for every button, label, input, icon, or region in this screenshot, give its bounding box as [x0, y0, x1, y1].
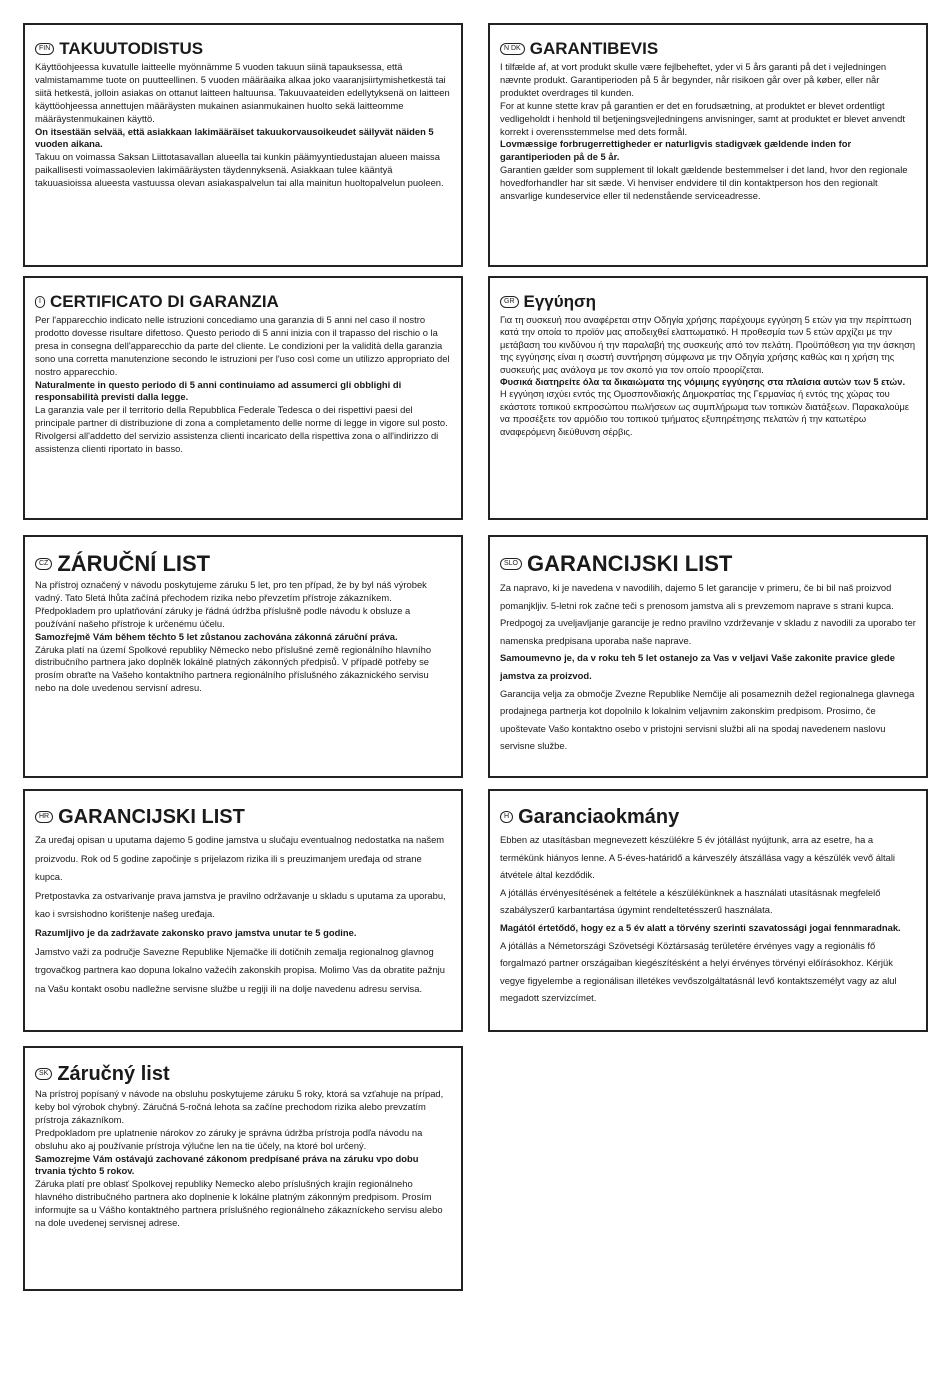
warranty-card-hr [23, 789, 463, 1032]
card-paragraph-bold: Razumljivo je da zadržavate zakonsko pravo jamstva unutar te 5 godine. [35, 926, 357, 938]
card-header [35, 805, 451, 829]
card-paragraph: Takuu on voimassa Saksan Liittotasavallan alueella tai kunkin päämyyntiedustajan alueen maissa paikallisesti voimassaolevien lakimääräysten täydennyksenä. Asiakkaan tulee kääntyä takuuasioissa alueesta vastuussa olevan asiakaspalvelun tai alla mainitun huoltopalvelun puoleen. [35, 151, 444, 189]
card-header [500, 292, 916, 312]
warranty-card-cz [23, 535, 463, 778]
card-header [35, 551, 451, 577]
card-paragraph: Na přístroj označený v návodu poskytujeme záruku 5 let, pro ten případ, že by byl náš výrobek vadný. Tato 5letá lhůta začíná přechodem rizika nebo převzetím přístroje zákazníkem. [35, 579, 427, 603]
language-badge: CZ [35, 558, 52, 570]
card-body [35, 831, 451, 998]
language-badge: GR [500, 296, 519, 308]
warranty-card-fi [23, 23, 463, 267]
card-title: Záručný list [57, 1063, 170, 1085]
card-header [500, 39, 916, 59]
card-title: TAKUUTODISTUS [59, 39, 204, 58]
card-paragraph: Za uređaj opisan u uputama dajemo 5 godine jamstva u slučaju eventualnog nedostatka na našem proizvodu. Rok od 5 godine započinje s prijelazom rizika ili s preuzimanjem uređaja od strane kupca. [35, 834, 445, 883]
card-header [35, 39, 451, 59]
language-badge: SK [35, 1068, 52, 1080]
card-paragraph: Garantien gælder som supplement til lokalt gældende bestemmelser i det land, hvor den regionale hovedforhandler har sit sæde. Vi henviser endvidere til din kontaktperson hos den regionalt ansvarlige kundeservice eller til nedenstående serviceadresse. [500, 164, 908, 202]
card-paragraph: For at kunne stette krav på garantien er det en forudsætning, at produktet er blevet ordentligt vedligeholdt i henhold til betjeningsvejledningens anvisninger, samt at produktet er blevet anvendt korrekt i overensstemmelse med dets formål. [500, 99, 905, 137]
language-badge: I [35, 296, 45, 308]
card-header [35, 292, 451, 312]
card-title: Garanciaokmány [518, 806, 680, 828]
warranty-card-no-dk [488, 23, 928, 267]
warranty-card-gr [488, 276, 928, 520]
card-paragraph-bold: Samozrejme Vám ostávajú zachované zákonom predpísané práva na záruku vpo dobu trvania týchto 5 rokov. [35, 1152, 419, 1177]
card-body [500, 579, 916, 755]
card-body [500, 314, 916, 438]
card-title: Εγγύηση [523, 292, 597, 311]
card-header [500, 805, 916, 829]
warranty-card-hu [488, 789, 928, 1032]
warranty-card-sk [23, 1046, 463, 1291]
language-badge: SLO [500, 558, 522, 570]
card-paragraph: La garanzia vale per il territorio della Repubblica Federale Tedesca o dei rispettivi paesi del principale partner di distribuzione di zona a completamento delle norme di legge in vigore sul posto. Rivolgersi all'addetto del servizio assistenza clienti incaricato della rispettiva zona o all'indirizzo di assistenza clienti riportato in basso. [35, 404, 448, 455]
card-paragraph: Per l'apparecchio indicato nelle istruzioni concediamo una garanzia di 5 anni nel caso il nostro prodotto dovesse risultare difettoso. Questo periodo di 5 anni inizia con il trapasso del rischio o la presa in consegna dell'apparecchio da parte del cliente. Le condizioni per la validità della garanzia sono una corretta manutenzione secondo le istruzioni per l'uso così come un utilizzo appropriato del nostro apparecchio. [35, 314, 450, 377]
card-paragraph: Käyttöohjeessa kuvatulle laitteelle myönnämme 5 vuoden takuun siinä tapauksessa, että valmistamamme tuote on puutteellinen. 5 vuoden määräaika alkaa joko vaaranjsiirtymishetkestä tai siitä hetkestä, jolloin asiakas on ottanut laitteen haltuunsa. Takuuvaateiden edellytyksenä on laitteen käyttöohjeessa annettujen määräysten mukainen asianmukainen huolto sekä laitteomme määräystenmukainen käyttö. [35, 61, 450, 124]
card-title: CERTIFICATO DI GARANZIA [49, 292, 279, 311]
card-title: GARANCIJSKI LIST [527, 551, 733, 576]
card-paragraph-bold: Samoumevno je, da v roku teh 5 let ostanejo za Vas v veljavi Vaše zakonite pravice glede jamstva za proizvod. [500, 652, 895, 681]
card-header [500, 551, 916, 577]
card-title: GARANTIBEVIS [529, 39, 659, 58]
warranty-card-it [23, 276, 463, 520]
card-paragraph: I tilfælde af, at vort produkt skulle være fejlbeheftet, yder vi 5 års garanti på det i vejledningen nævnte produkt. Garantiperioden på 5 år begynder, når risikoen går over på køber, eller når produktet overdrages til kunden. [500, 61, 887, 98]
card-paragraph: Predpokladom pre uplatnenie nárokov zo záruky je správna údržba prístroja podľa návodu na obsluhu ako aj používanie prístroja výlučne len na tie účely, na ktoré bol určený. [35, 1126, 423, 1151]
card-header [35, 1062, 451, 1086]
card-paragraph: Předpokladem pro uplatňování záruky je řádná údržba příslušně podle návodu k obsluze a používání našeho přístroje k určenému účelu. [35, 604, 411, 629]
card-paragraph: Ebben az utasításban megnevezett készülékre 5 év jótállást nyújtunk, arra az esetre, ha a termékünk hiányos lenne. A 5-éves-határidő a kárveszély átszállása vagy a készülék vevő általi átvétele által kezdődik. [500, 834, 895, 881]
card-paragraph: Η εγγύηση ισχύει εντός της Ομοσπονδιακής Δημοκρατίας της Γερμανίας ή εντός της χώρας του εκάστοτε τοπικού εκπροσώπου πωλήσεων ως συμπλήρωμα των τοπικών διατάξεων. Παρακαλούμε να προσέξετε τον αρμόδιο του τοπικού τμήματος εξυπηρέτησης πελατών ή την κατωτέρω αναφερόμενη διεύθυνση σέρβις. [500, 389, 909, 437]
card-body [500, 61, 916, 203]
card-paragraph-bold: Lovmæssige forbrugerrettigheder er naturligvis stadigvæk gældende inden for garantiperioden på de 5 år. [500, 138, 852, 163]
language-badge: HR [35, 811, 53, 823]
card-paragraph: Pretpostavka za ostvarivanje prava jamstva je pravilno održavanje u skladu s uputama za uporabu, kao i svrsishodno korištenje našeg uređaja. [35, 889, 446, 920]
card-title: GARANCIJSKI LIST [58, 806, 245, 828]
card-paragraph-bold: Samozřejmě Vám během těchto 5 let zůstanou zachována zákonná záruční práva. [35, 630, 398, 642]
card-paragraph: Záruka platí pre oblasť Spolkovej republiky Nemecko alebo príslušných krajín regionálneho hlavného distribučného partnera ako doplnenie k lokálne platným zákonným predpisom. Prosím informujte sa u Vášho kontaktného partnera príslušného regionálneho zákazníckeho servisu alebo na dole uvedenej servisnej adrese. [35, 1178, 443, 1229]
card-body [35, 1088, 451, 1230]
card-paragraph: Για τη συσκευή που αναφέρεται στην Οδηγία χρήσης παρέχουμε εγγύηση 5 ετών για την περίπτωση κατά την οποία το προϊόν μας αποδειχθεί ελαττωματικό. Η προθεσμία των 5 ετών αρχίζει με την μετάβαση του κινδύνου ή την παραλαβή της συσκευής από τον πελάτη. Προϋπόθεση για την άσκηση της εγγύησης είναι η σωστή συντήρηση σύμφωνα με την Οδηγία χρήσης καθώς και η χρήση της συσκευής μας ανάλογα με τον σκοπό για τον οποίο προορίζεται. [500, 315, 915, 375]
card-body [35, 314, 451, 456]
card-paragraph: Garancija velja za območje Zvezne Republike Nemčije ali posameznih dežel regionalnega glavnega prodajnega partnerja kot dopolnilo k lokalnim veljavnim zakonskim predpisom. Prosimo, če upoštevate Vašo kontaktno osebo v pristojni servisni službi ali na spodaj navedenem naslovu servisne službe. [500, 687, 915, 752]
warranty-card-slo [488, 535, 928, 778]
card-paragraph: A jótállás a Németországi Szövetségi Köztársaság területére érvényes vagy a regionális fő forgalmazó partner országaiban kiegészítésként a helyi érvényes törvényi előírásokhoz. Kérjük vegye figyelembe a regionálisan illetékes vevőszolgáltatásnál levő kontaktszemélyt vagy az alul megadott szervizcímet. [500, 939, 897, 1004]
language-badge: FIN [35, 43, 54, 55]
card-paragraph-bold: Magától értetődő, hogy ez a 5 év alatt a törvény szerinti szavatossági jogai fennmaradnak. [500, 921, 901, 933]
card-body [35, 579, 451, 695]
card-paragraph: Záruka platí na území Spolkové republiky Německo nebo příslušné země regionálního hlavního distribučního partnera jako doplněk lokálně platných zákonných předpisů. V případě potřeby se prosím obraťte na Vašeho kontaktního partnera regionálního příslušného zákaznického servisu nebo na dole uvedenou servisní adresu. [35, 643, 432, 694]
card-paragraph: Jamstvo važi za područje Savezne Republike Njemačke ili dotičnih zemalja regionalnog glavnog trgovačkog partnera kao dopuna lokalno važećih zakonskih propisa. Molimo Vas da obratite pažnju na Vašu kontakt osobu nadležne servisne službe u regiji ili na dolje navedenu adresu servisa. [35, 945, 445, 994]
card-paragraph-bold: Φυσικά διατηρείτε όλα τα δικαιώματα της νόμιμης εγγύησης στα πλαίσια αυτών των 5 ετών. [500, 377, 906, 388]
card-paragraph: A jótállás érvényesítésének a feltétele a készülékünknek a használati utasításnak megfelelő szabályszerű karbantartása úgymint rendeltetésszerű használata. [500, 886, 881, 916]
card-body [35, 61, 451, 190]
card-paragraph-bold: Naturalmente in questo periodo di 5 anni continuiamo ad assumerci gli obblighi di responsabilità previsti dalla legge. [35, 378, 402, 403]
card-paragraph: Na prístroj popísaný v návode na obsluhu poskytujeme záruku 5 roky, ktorá sa vzťahuje na prípad, keby bol výrobok chybný. Záručná 5-ročná lehota sa začíne prechodom rizika alebo prevzatím prístroja zákazníkom. [35, 1088, 444, 1125]
card-body [500, 831, 916, 1007]
card-paragraph-bold: On itsestään selvää, että asiakkaan lakimääräiset takuukorvausoikeudet säilyvät näiden 5 vuoden aikana. [35, 125, 434, 150]
language-badge: H [500, 811, 513, 823]
card-paragraph: Za napravo, ki je navedena v navodilih, dajemo 5 let garancije v primeru, če bi bil naš proizvod pomanjkljiv. 5-letni rok začne teči s prenosom jamstva ali s prevzemom naprave s strani kupca. Predpogoj za uveljavljanje garancije je redno pravilno vzdrževanje v skladu z navodili za uporabo ter namenska predpisana uporaba naše naprave. [500, 582, 916, 646]
language-badge: N DK [500, 43, 525, 55]
card-title: ZÁRUČNÍ LIST [57, 551, 211, 576]
